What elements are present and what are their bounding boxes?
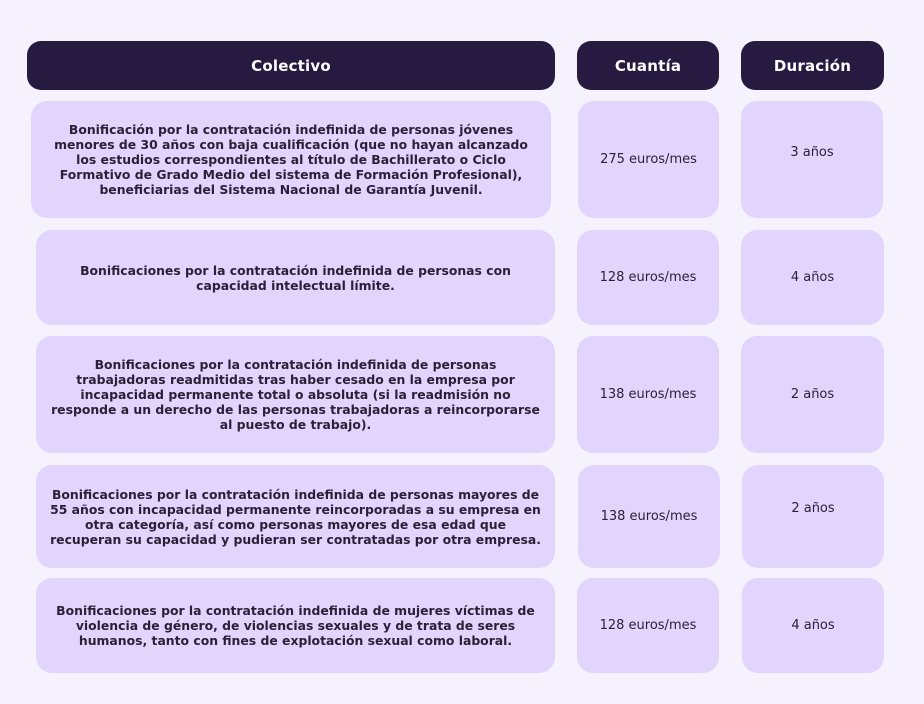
row-4-colectivo-text: Bonificaciones por la contratación indefinida de personas mayores de 55 años con incapacidad permanente reincorporadas a su empresa en otra categoría, así como personas mayores de esa edad que recuperan su capacidad y pudieran ser contratadas por otra empresa. xyxy=(50,486,541,547)
row-2-cuantia-text: 128 euros/mes xyxy=(599,270,697,285)
row-2-duracion-text: 4 años xyxy=(790,270,835,285)
header-duracion xyxy=(741,41,884,90)
row-3-colectivo xyxy=(36,336,555,453)
header-colectivo-label: Colectivo xyxy=(251,56,331,75)
row-5-cuantia xyxy=(577,578,719,673)
row-2-cuantia xyxy=(577,230,719,325)
row-3-colectivo-text: Bonificaciones por la contratación indefinida de personas trabajadoras readmitidas tras haber cesado en la empresa por incapacidad permanente total o absoluta (si la readmisión no responde a un derecho de las personas trabajadoras a reincorporarse al puesto de trabajo). xyxy=(51,357,540,432)
row-3-duracion-text: 2 años xyxy=(790,387,835,402)
header-duracion-label: Duración xyxy=(773,56,852,75)
row-3-cuantia-text: 138 euros/mes xyxy=(599,387,697,402)
row-3-duracion xyxy=(741,336,884,453)
row-1-duracion xyxy=(741,101,883,218)
row-2-duracion xyxy=(741,230,884,325)
row-4-duracion-text: 2 años xyxy=(791,501,835,516)
row-1-colectivo-text: Bonificación por la contratación indefinida de personas jóvenes menores de 30 años con baja cualificación (que no hayan alcanzado los estudios correspondientes al título de Bachillerato o Ciclo Formativo de Grado Medio del sistema de Formación Profesional), beneficiarias del Sistema Nacional de Garantía Juvenil. xyxy=(54,122,528,197)
row-1-cuantia xyxy=(578,101,719,218)
row-3-cuantia xyxy=(577,336,719,453)
row-5-colectivo xyxy=(36,578,555,673)
header-cuantia-label: Cuantía xyxy=(614,56,682,75)
row-5-duracion xyxy=(742,578,884,673)
header-colectivo xyxy=(27,41,555,90)
row-4-duracion xyxy=(742,465,884,568)
row-4-colectivo xyxy=(36,465,555,568)
row-5-colectivo-text: Bonificaciones por la contratación indefinida de mujeres víctimas de violencia de género, de violencias sexuales y de trata de seres humanos, tanto con fines de explotación sexual como laboral. xyxy=(56,603,535,648)
row-5-cuantia-text: 128 euros/mes xyxy=(599,618,697,633)
row-4-cuantia-text: 138 euros/mes xyxy=(600,509,698,524)
header-cuantia xyxy=(577,41,719,90)
row-4-cuantia xyxy=(578,465,720,568)
row-2-colectivo-text: Bonificaciones por la contratación indefinida de personas con capacidad intelectual límite. xyxy=(80,262,511,293)
row-1-cuantia-text: 275 euros/mes xyxy=(600,152,697,167)
row-5-duracion-text: 4 años xyxy=(791,618,835,633)
row-2-colectivo xyxy=(36,230,555,325)
row-1-colectivo xyxy=(31,101,551,218)
row-1-duracion-text: 3 años xyxy=(790,145,834,160)
